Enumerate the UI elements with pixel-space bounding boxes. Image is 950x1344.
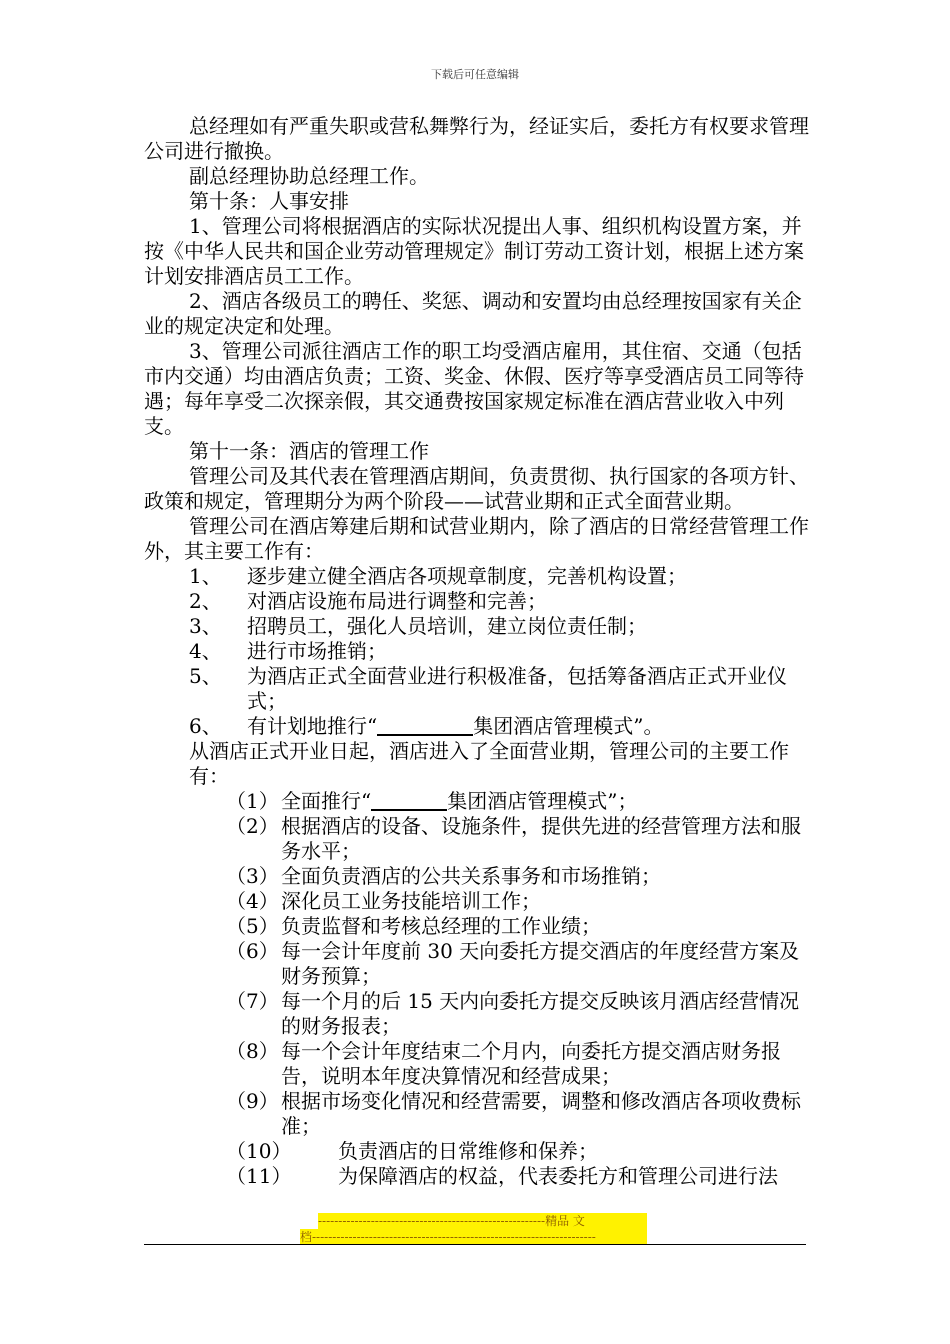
list-item xyxy=(144,814,812,864)
list-text: 每一个月的后 15 天内向委托方提交反映该月酒店经营情况的财务报表； xyxy=(281,989,800,1038)
list-item xyxy=(144,939,812,989)
list-item xyxy=(144,714,812,739)
fill-in-blank xyxy=(377,714,473,736)
list-number: （9） xyxy=(226,1089,279,1113)
list-text: 深化员工业务技能培训工作； xyxy=(281,889,541,913)
list-text: 为保障酒店的权益，代表委托方和管理公司进行法 xyxy=(338,1164,778,1188)
fill-in-blank xyxy=(371,789,447,811)
footer-watermark xyxy=(300,1213,647,1245)
list-text: 根据市场变化情况和经营需要，调整和修改酒店各项收费标准； xyxy=(281,1089,801,1138)
paragraph: 总经理如有严重失职或营私舞弊行为，经证实后，委托方有权要求管理公司进行撤换。 xyxy=(144,114,809,163)
list-number: 1、 xyxy=(189,564,222,588)
footer-line: --------------------------------------------------------精品 文 xyxy=(318,1213,647,1229)
list-text: 为酒店正式全面营业进行积极准备，包括筹备酒店正式开业仪式； xyxy=(247,664,787,713)
list-text: 全面推行“ xyxy=(281,789,372,813)
paragraph: 副总经理协助总经理工作。 xyxy=(189,164,429,188)
list-text: 全面负责酒店的公共关系事务和市场推销； xyxy=(281,864,661,888)
list-number: 2、 xyxy=(189,589,222,613)
list-item xyxy=(144,664,812,714)
paragraph: 3、管理公司派往酒店工作的职工均受酒店雇用，其住宿、交通（包括市内交通）均由酒店负责；工资、奖金、休假、医疗等享受酒店员工同等待遇；每年享受二次探亲假，其交通费按国家规定标准在酒店营业收入中列支。 xyxy=(144,339,804,438)
full-operation-list xyxy=(144,789,812,1189)
list-item xyxy=(144,789,812,814)
list-item xyxy=(144,639,812,664)
paragraph: 管理公司及其代表在管理酒店期间，负责贯彻、执行国家的各项方针、政策和规定，管理期分为两个阶段——试营业期和正式全面营业期。 xyxy=(144,464,809,513)
list-item xyxy=(144,1164,812,1189)
paragraph: 2、酒店各级员工的聘任、奖惩、调动和安置均由总经理按国家有关企业的规定决定和处理。 xyxy=(144,289,802,338)
page-header: 下载后可任意编辑 xyxy=(431,68,519,81)
list-item xyxy=(144,914,812,939)
list-text: 对酒店设施布局进行调整和完善； xyxy=(247,589,547,613)
section-heading: 第十一条：酒店的管理工作 xyxy=(189,439,429,463)
paragraph: 1、管理公司将根据酒店的实际状况提出人事、组织机构设置方案，并按《中华人民共和国企业劳动管理规定》制订劳动工资计划，根据上述方案计划安排酒店员工工作。 xyxy=(144,214,804,288)
list-text: 负责监督和考核总经理的工作业绩； xyxy=(281,914,601,938)
list-item xyxy=(144,564,812,589)
list-number: 3、 xyxy=(189,614,222,638)
list-item xyxy=(144,889,812,914)
list-text: 进行市场推销； xyxy=(247,639,387,663)
list-text: 根据酒店的设备、设施条件，提供先进的经营管理方法和服务水平； xyxy=(281,814,801,863)
list-item xyxy=(144,589,812,614)
list-item xyxy=(144,614,812,639)
list-number: （4） xyxy=(226,889,279,913)
list-text: 集团酒店管理模式”； xyxy=(447,789,638,813)
list-text: 负责酒店的日常维修和保养； xyxy=(338,1139,598,1163)
list-number: 4、 xyxy=(189,639,222,663)
paragraph: 管理公司在酒店筹建后期和试营业期内，除了酒店的日常经营管理工作外，其主要工作有： xyxy=(144,514,809,563)
list-item xyxy=(144,1039,812,1089)
list-number: （7） xyxy=(226,989,279,1013)
list-text: 有计划地推行“ xyxy=(247,714,378,738)
trial-period-list xyxy=(144,564,812,739)
list-item xyxy=(144,989,812,1039)
document-body xyxy=(144,114,812,1189)
list-number: （10） xyxy=(226,1139,292,1163)
list-number: （5） xyxy=(226,914,279,938)
list-number: 6、 xyxy=(189,714,222,738)
list-number: （2） xyxy=(226,814,279,838)
list-number: 5、 xyxy=(189,664,222,688)
list-text: 逐步建立健全酒店各项规章制度，完善机构设置； xyxy=(247,564,687,588)
list-text: 集团酒店管理模式”。 xyxy=(473,714,664,738)
list-text: 招聘员工，强化人员培训，建立岗位责任制； xyxy=(247,614,647,638)
section-heading: 第十条：人事安排 xyxy=(189,189,349,213)
list-item xyxy=(144,864,812,889)
list-text: 每一个会计年度结束二个月内，向委托方提交酒店财务报告，说明本年度决算情况和经营成果； xyxy=(281,1039,781,1088)
list-number: （8） xyxy=(226,1039,279,1063)
list-text: 每一会计年度前 30 天向委托方提交酒店的年度经营方案及财务预算； xyxy=(281,939,800,988)
list-number: （11） xyxy=(226,1164,292,1188)
list-number: （3） xyxy=(226,864,279,888)
list-item xyxy=(144,1089,812,1139)
list-item xyxy=(144,1139,812,1164)
paragraph: 从酒店正式开业日起，酒店进入了全面营业期，管理公司的主要工作有： xyxy=(189,739,789,788)
footer-rule xyxy=(144,1244,806,1245)
footer-line: 档---------------------------------------------------------------------- xyxy=(300,1229,647,1245)
list-number: （1） xyxy=(226,789,279,813)
list-number: （6） xyxy=(226,939,279,963)
